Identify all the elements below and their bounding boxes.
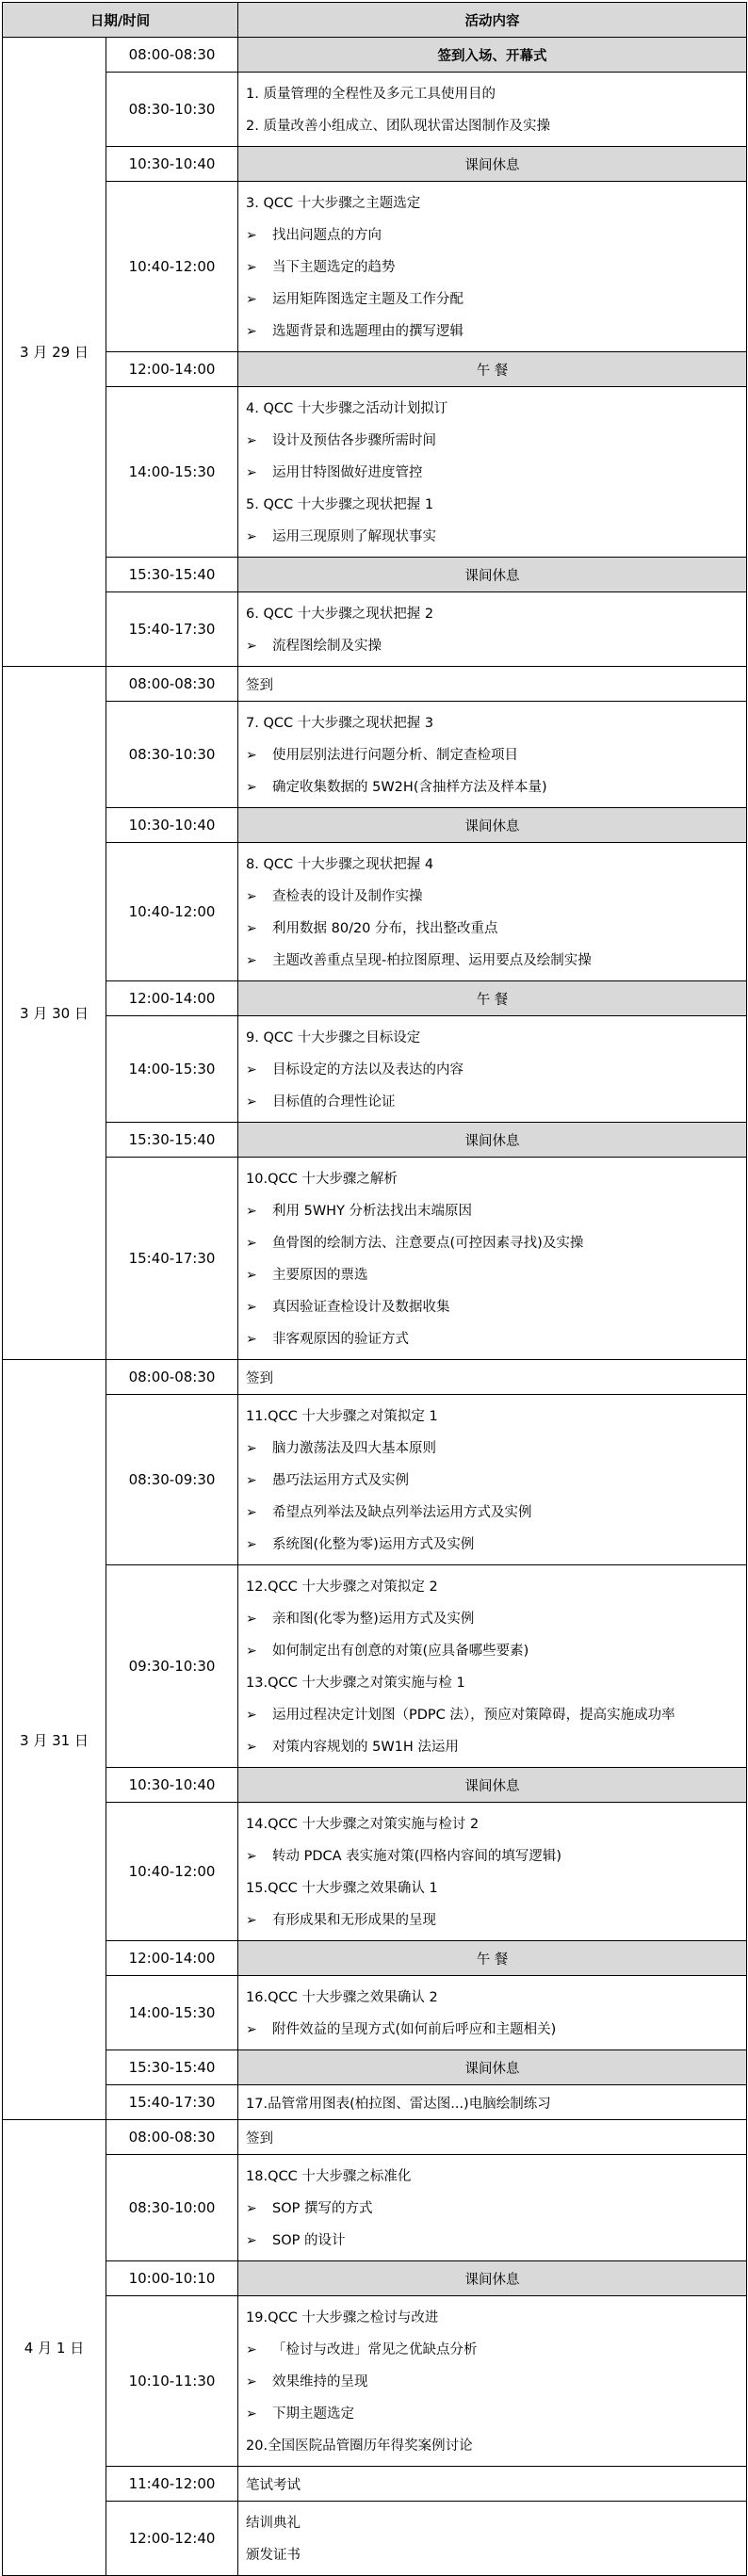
session-time: 10:30-10:40 (106, 808, 238, 843)
bullet-item: ➢ 对策内容规划的 5W1H 法运用 (246, 1731, 737, 1763)
topic-item: 颁发证书 (246, 2548, 301, 2563)
content-lines (238, 73, 746, 146)
session-time: 10:30-10:40 (106, 147, 238, 182)
session-time: 09:30-10:30 (106, 1565, 238, 1768)
session-row (3, 1123, 747, 1158)
session-content (238, 2155, 747, 2261)
content-lines (238, 1016, 746, 1122)
session-content (238, 1016, 747, 1123)
day-date: 3 月 29 日 (3, 38, 106, 667)
session-content: 17.品管常用图表(柏拉图、雷达图...)电脑绘制练习 (238, 2085, 747, 2120)
session-row (3, 147, 747, 182)
session-content (238, 73, 747, 147)
session-row (3, 182, 747, 352)
session-time: 10:30-10:40 (106, 1768, 238, 1803)
session-row (3, 2155, 747, 2261)
session-time: 12:00-14:00 (106, 981, 238, 1016)
topic-item: 15.QCC 十大步骤之效果确认 1 (246, 1881, 438, 1896)
session-time: 14:00-15:30 (106, 387, 238, 558)
session-time: 08:00-08:30 (106, 1360, 238, 1395)
session-time: 14:00-15:30 (106, 1016, 238, 1123)
session-content (238, 387, 747, 558)
bullet-item: ➢ 目标值的合理性论证 (246, 1086, 737, 1118)
content-lines (238, 702, 746, 807)
header-date-time: 日期/时间 (3, 3, 238, 38)
session-row (3, 387, 747, 558)
session-time: 15:40-17:30 (106, 592, 238, 667)
bullet-item: ➢ 查检表的设计及制作实操 (246, 881, 737, 913)
session-time: 10:40-12:00 (106, 1803, 238, 1941)
session-content: 课间休息 (238, 808, 747, 843)
session-row (3, 702, 747, 808)
topic-item: 20.全国医院品管圈历年得奖案例讨论 (246, 2438, 473, 2454)
topic-item: 10.QCC 十大步骤之解析 (246, 1172, 398, 1187)
content-lines (238, 592, 746, 666)
session-content (238, 2296, 747, 2467)
bullet-item: ➢ 非客观原因的验证方式 (246, 1323, 737, 1355)
bullet-item: ➢ 使用层别法进行问题分析、制定查检项目 (246, 739, 737, 771)
topic-item: 5. QCC 十大步骤之现状把握 1 (246, 497, 434, 512)
bullet-item: ➢ 确定收集数据的 5W2H(含抽样方法及样本量) (246, 771, 737, 803)
session-row (3, 73, 747, 147)
session-row (3, 2296, 747, 2467)
session-row (3, 1768, 747, 1803)
content-lines (238, 387, 746, 557)
session-row (3, 667, 747, 702)
bullet-item: ➢ 脑力激荡法及四大基本原则 (246, 1433, 737, 1465)
session-row (3, 1360, 747, 1395)
session-content: 午 餐 (238, 1941, 747, 1976)
session-content (238, 1803, 747, 1941)
session-row (3, 1395, 747, 1565)
session-row (3, 2502, 747, 2576)
bullet-item: ➢ 主题改善重点呈现-柏拉图原理、运用要点及绘制实操 (246, 945, 737, 977)
session-time: 08:30-10:30 (106, 73, 238, 147)
bullet-item: ➢ 效果维持的呈现 (246, 2366, 737, 2398)
session-content: 签到 (238, 1360, 747, 1395)
session-content: 午 餐 (238, 981, 747, 1016)
bullet-item: ➢ 系统图(化整为零)运用方式及实例 (246, 1529, 737, 1561)
session-row (3, 1976, 747, 2050)
bullet-item: ➢ 运用甘特图做好进度管控 (246, 457, 737, 489)
bullet-item: ➢ 鱼骨图的绘制方法、注意要点(可控因素寻找)及实操 (246, 1227, 737, 1259)
session-content (238, 1976, 747, 2050)
session-content: 笔试考试 (238, 2467, 747, 2502)
session-time: 08:00-08:30 (106, 667, 238, 702)
session-time: 10:10-11:30 (106, 2296, 238, 2467)
session-time: 14:00-15:30 (106, 1976, 238, 2050)
session-row (3, 808, 747, 843)
bullet-item: ➢ 运用矩阵图选定主题及工作分配 (246, 284, 737, 316)
bullet-item: ➢ 目标设定的方法以及表达的内容 (246, 1054, 737, 1086)
bullet-item: ➢ 找出问题点的方向 (246, 219, 737, 251)
bullet-item: ➢ 如何制定出有创意的对策(应具备哪些要素) (246, 1635, 737, 1667)
bullet-item: ➢ 选题背景和选题理由的撰写逻辑 (246, 316, 737, 348)
session-time: 15:40-17:30 (106, 2085, 238, 2120)
day-date: 4 月 1 日 (3, 2120, 106, 2576)
bullet-item: ➢ 转动 PDCA 表实施对策(四格内容间的填写逻辑) (246, 1840, 737, 1872)
topic-item: 14.QCC 十大步骤之对策实施与检讨 2 (246, 1817, 480, 1832)
bullet-item: ➢ 希望点列举法及缺点列举法运用方式及实例 (246, 1497, 737, 1529)
topic-item: 12.QCC 十大步骤之对策拟定 2 (246, 1580, 438, 1595)
session-time: 11:40-12:00 (106, 2467, 238, 2502)
session-time: 08:30-10:30 (106, 702, 238, 808)
session-time: 10:40-12:00 (106, 182, 238, 352)
session-content: 课间休息 (238, 1123, 747, 1158)
session-time: 10:40-12:00 (106, 843, 238, 981)
session-content (238, 2502, 747, 2576)
session-time: 12:00-12:40 (106, 2502, 238, 2576)
session-content: 课间休息 (238, 2050, 747, 2085)
session-row (3, 843, 747, 981)
bullet-item: ➢ 当下主题选定的趋势 (246, 251, 737, 284)
bullet-item: ➢ 主要原因的票选 (246, 1259, 737, 1291)
session-row (3, 592, 747, 667)
session-content: 课间休息 (238, 2261, 747, 2296)
session-content (238, 1158, 747, 1360)
topic-item: 2. 质量改善小组成立、团队现状雷达图制作及实操 (246, 119, 550, 134)
session-content: 签到入场、开幕式 (238, 38, 747, 73)
session-row (3, 2120, 747, 2155)
content-lines (238, 1565, 746, 1767)
topic-item: 8. QCC 十大步骤之现状把握 4 (246, 857, 434, 872)
content-lines (238, 1803, 746, 1940)
bullet-item: ➢ 亲和图(化零为整)运用方式及实例 (246, 1603, 737, 1635)
session-time: 12:00-14:00 (106, 352, 238, 387)
session-row (3, 352, 747, 387)
topic-item: 13.QCC 十大步骤之对策实施与检 1 (246, 1676, 465, 1691)
session-row (3, 1941, 747, 1976)
bullet-item: ➢ 愚巧法运用方式及实例 (246, 1465, 737, 1497)
session-content (238, 1565, 747, 1768)
bullet-item: ➢ 运用三现原则了解现状事实 (246, 521, 737, 553)
session-content (238, 592, 747, 667)
session-time: 08:30-10:00 (106, 2155, 238, 2261)
session-time: 08:00-08:30 (106, 2120, 238, 2155)
bullet-item: ➢ 附件效益的呈现方式(如何前后呼应和主题相关) (246, 2014, 737, 2046)
bullet-item: ➢ 下期主题选定 (246, 2398, 737, 2430)
session-content: 课间休息 (238, 1768, 747, 1803)
topic-item: 18.QCC 十大步骤之标准化 (246, 2169, 412, 2184)
content-lines (238, 1976, 746, 2049)
session-content: 课间休息 (238, 147, 747, 182)
day-date: 3 月 30 日 (3, 667, 106, 1360)
session-time: 15:30-15:40 (106, 1123, 238, 1158)
content-lines (238, 1395, 746, 1564)
session-row (3, 2261, 747, 2296)
bullet-item: ➢ 设计及预估各步骤所需时间 (246, 425, 737, 457)
content-lines (238, 843, 746, 980)
session-time: 08:00-08:30 (106, 38, 238, 73)
topic-item: 7. QCC 十大步骤之现状把握 3 (246, 716, 434, 731)
content-lines (238, 2502, 746, 2575)
session-time: 15:30-15:40 (106, 2050, 238, 2085)
session-time: 15:30-15:40 (106, 558, 238, 592)
session-row (3, 2085, 747, 2120)
content-lines (238, 2155, 746, 2260)
bullet-item: ➢ SOP 撰写的方式 (246, 2193, 737, 2225)
topic-item: 6. QCC 十大步骤之现状把握 2 (246, 607, 434, 622)
bullet-item: ➢ 「检讨与改进」常见之优缺点分析 (246, 2334, 737, 2366)
session-row (3, 2050, 747, 2085)
bullet-item: ➢ 流程图绘制及实操 (246, 630, 737, 662)
bullet-item: ➢ 真因验证查检设计及数据收集 (246, 1291, 737, 1323)
session-content: 签到 (238, 2120, 747, 2155)
session-content (238, 182, 747, 352)
topic-item: 19.QCC 十大步骤之检讨与改进 (246, 2310, 439, 2325)
schedule-body (3, 38, 747, 2576)
content-lines (238, 2296, 746, 2466)
session-time: 08:30-09:30 (106, 1395, 238, 1565)
topic-item: 结训典礼 (246, 2516, 301, 2531)
session-row (3, 1803, 747, 1941)
topic-item: 16.QCC 十大步骤之效果确认 2 (246, 1990, 438, 2005)
topic-item: 11.QCC 十大步骤之对策拟定 1 (246, 1409, 438, 1424)
bullet-item: ➢ 利用数据 80/20 分布，找出整改重点 (246, 913, 737, 945)
header-content: 活动内容 (238, 3, 747, 38)
topic-item: 3. QCC 十大步骤之主题选定 (246, 196, 421, 211)
session-row (3, 1158, 747, 1360)
content-lines (238, 1158, 746, 1359)
topic-item: 9. QCC 十大步骤之目标设定 (246, 1030, 421, 1045)
session-row (3, 1016, 747, 1123)
bullet-item: ➢ 有形成果和无形成果的呈现 (246, 1904, 737, 1936)
session-row (3, 558, 747, 592)
schedule-table (2, 2, 747, 2576)
session-row (3, 38, 747, 73)
session-content (238, 1395, 747, 1565)
content-lines (238, 182, 746, 351)
bullet-item: ➢ 运用过程决定计划图（PDPC 法），预应对策障碍，提高实施成功率 (246, 1699, 737, 1731)
session-time: 12:00-14:00 (106, 1941, 238, 1976)
topic-item: 4. QCC 十大步骤之活动计划拟订 (246, 401, 448, 416)
session-content: 签到 (238, 667, 747, 702)
session-time: 15:40-17:30 (106, 1158, 238, 1360)
session-content (238, 702, 747, 808)
bullet-item: ➢ 利用 5WHY 分析法找出末端原因 (246, 1195, 737, 1227)
topic-item: 1. 质量管理的全程性及多元工具使用目的 (246, 87, 496, 102)
day-date: 3 月 31 日 (3, 1360, 106, 2120)
session-row (3, 981, 747, 1016)
session-row (3, 2467, 747, 2502)
session-content: 午 餐 (238, 352, 747, 387)
session-content: 课间休息 (238, 558, 747, 592)
session-content (238, 843, 747, 981)
session-row (3, 1565, 747, 1768)
bullet-item: ➢ SOP 的设计 (246, 2225, 737, 2257)
session-time: 10:00-10:10 (106, 2261, 238, 2296)
header-row (3, 3, 747, 38)
